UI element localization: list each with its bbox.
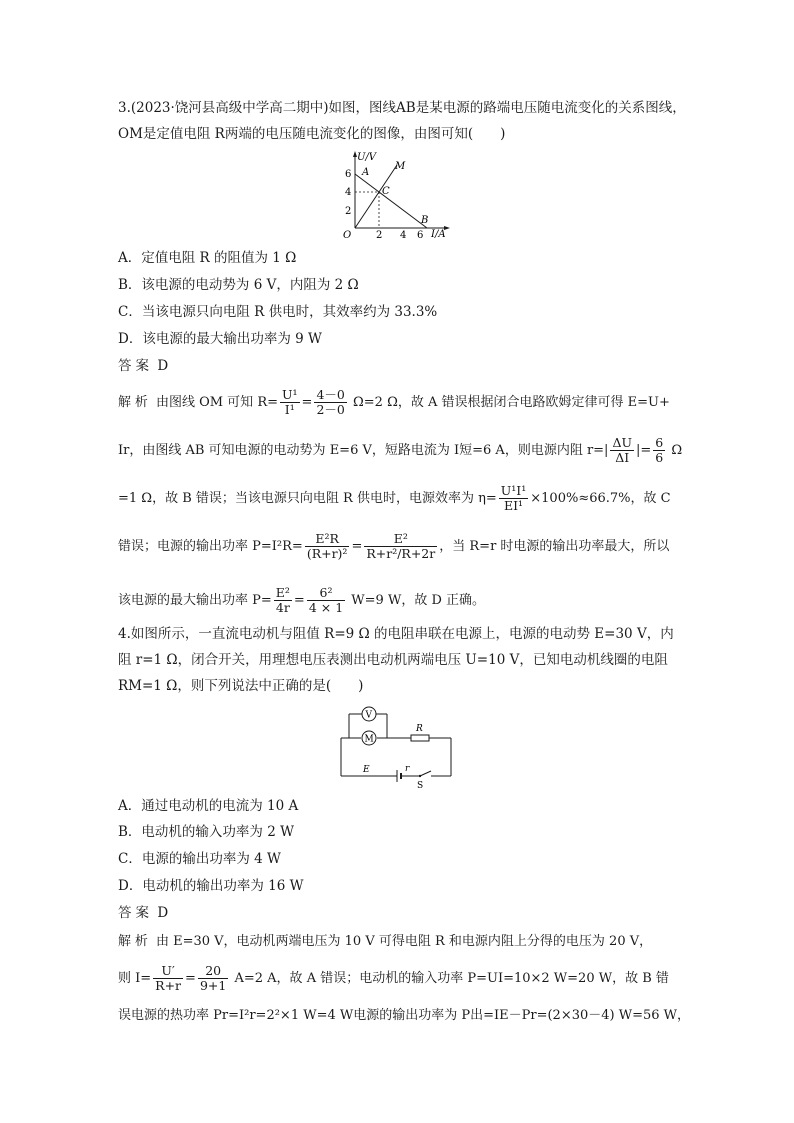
q4-analysis-line2: 则 I= $\frac{U'}{R+r}$ = $\frac{20}{9+1}$ A=2 A，故 A 错误；电动机的输入功率 P=UI=10×2 W=20 W，故 B 错 — [118, 963, 669, 993]
q3-graph-point-A: A — [362, 167, 370, 178]
q4-fraction-20-10: $\frac{20}{9+1}$ — [199, 963, 227, 993]
q3-graph-ylabel: U/V — [357, 152, 377, 163]
q3-graph-ytick-6: 6 — [345, 169, 352, 180]
q4-circuit-emf: E — [363, 765, 370, 775]
q4-analysis-line1: 解析 由 E=30 V，电动机两端电压为 10 V 可得电阻 R 和电源内阻上分得的电压为 20 V， — [118, 934, 653, 949]
q3-graph-xtick-4: 4 — [400, 230, 407, 240]
q3-graph-point-B: B — [421, 215, 429, 226]
q4-circuit-motor: M — [364, 734, 374, 745]
q4-answer-label: 答案 — [118, 905, 154, 921]
q4-circuit-voltmeter: V — [365, 710, 372, 721]
q3-graph-point-C: C — [382, 186, 390, 197]
q3-option-c: C．当该电源只向电阻 R 供电时，其效率约为 33.3% — [118, 304, 438, 320]
q4-circuit-resistor: R — [416, 724, 423, 734]
q3-graph-ytick-4: 4 — [345, 187, 352, 198]
q4-fraction-u-rr: $\frac{U'}{R+r}$ — [155, 963, 182, 993]
q3-fraction-e2-over: $\frac{\text{E²}}{\text{R+r²/R+2r}}$ — [366, 531, 436, 561]
q4-option-a: A．通过电动机的电流为 10 A — [118, 798, 299, 814]
q4-answer — [118, 903, 168, 923]
q3-analysis-line5: 该电源的最大输出功率 P= $\frac{\text{E²}}{4r}$ = $\frac{\text{6²}}{4 \times 1}$ W=9 W，故 D 正确。 — [118, 585, 486, 615]
q4-option-b: B．电动机的输入功率为 2 W — [118, 824, 294, 840]
q3-option-d: D．该电源的最大输出功率为 9 W — [118, 331, 322, 347]
q3-stem-line2: OM是定值电阻 R两端的电压随电流变化的图像，由图可知( ) — [118, 126, 506, 142]
q3-analysis-line3: =1 Ω，故 B 错误；当该电源只向电阻 R 供电时，电源效率为 η= $\frac{\text{U¹I¹}}{\text{EI¹}}$ ×100%≈66.7%，故 C — [118, 483, 671, 513]
q3-fraction-e2r: $\frac{\text{E²R}}{\text{(R+r)²}}$ — [306, 531, 348, 561]
q3-fraction-e2-4r: $\frac{\text{E²}}{4r}$ — [275, 585, 290, 615]
q3-analysis-line2: Ir，由图线 AB 可知电源的电动势为 E=6 V，短路电流为 I短=6 A，则电源内阻 r=| $\frac{\Delta U}{\Delta I}$ |= $\frac{6}{6}$ Ω — [118, 435, 683, 465]
q3-fraction-u1-i1: $\frac{\text{U¹}}{\text{I¹}}$ — [282, 387, 298, 417]
q4-stem-line1: 4.如图所示，一直流电动机与阻值 R=9 Ω 的电阻串联在电源上，电源的电动势 E=30 V，内 — [118, 626, 674, 642]
q3-answer — [118, 356, 168, 376]
q4-stem-line2: 阻 r=1 Ω，闭合开关，用理想电压表测出电动机两端电压 U=10 V，已知电动机线圈的电阻 — [118, 652, 668, 668]
q3-option-a: A．定值电阻 R 的阻值为 1 Ω — [118, 250, 297, 266]
q3-analysis-line4: 错误；电源的输出功率 P=I²R= $\frac{\text{E²R}}{\text{(R+r)²}}$ = $\frac{\text{E²}}{\text{R+r²/R+2r}}$ ，当 R=r 时电源的输出功率最大，所以 — [118, 531, 670, 561]
q3-fraction-36-4: $\frac{\text{6²}}{4 \times 1}$ — [308, 585, 344, 615]
q4-answer-value: D — [157, 905, 169, 921]
q3-fraction-6-6: $\frac{6}{6}$ — [655, 435, 664, 465]
q4-circuit-switch: S — [417, 781, 424, 790]
q3-option-b: B．该电源的电动势为 6 V，内阻为 2 Ω — [118, 277, 359, 293]
q3-answer-value: D — [157, 358, 169, 374]
q3-fraction-4-2: $\frac{4-0}{2-0}$ — [316, 387, 345, 417]
q4-circuit-internal-r: r — [405, 764, 410, 774]
q3-fraction-du-di: $\frac{\Delta U}{\Delta I}$ — [612, 435, 632, 465]
q4-option-d: D．电动机的输出功率为 16 W — [118, 878, 304, 894]
q3-ui-graph — [335, 148, 455, 240]
q3-analysis-line1: 解析 由图线 OM 可知 R= $\frac{\text{U¹}}{\text{I¹}}$ = $\frac{4-0}{2-0}$ Ω=2 Ω，故 A 错误根据闭合电路欧姆定律可得 E=U+ — [118, 387, 670, 417]
q3-analysis-text-1b: Ω=2 Ω，故 A 错误根据闭合电路欧姆定律可得 E=U+ — [353, 395, 670, 410]
q3-analysis-text-1a: 由图线 OM 可知 R= — [155, 395, 278, 410]
q3-fraction-efficiency: $\frac{\text{U¹I¹}}{\text{EI¹}}$ — [500, 483, 527, 513]
q3-graph-ytick-2: 2 — [345, 206, 352, 217]
q3-analysis-label: 解析 — [118, 395, 152, 410]
q4-analysis-label: 解析 — [118, 934, 152, 949]
q4-stem-line3: RM=1 Ω，则下列说法中正确的是( ) — [118, 678, 364, 694]
q3-graph-point-M: M — [395, 161, 406, 172]
q4-analysis-line3: 误电源的热功率 Pr=I²r=2²×1 W=4 W电源的输出功率为 P出=IE－Pr=(2×30－4) W=56 W， — [118, 1008, 691, 1023]
q3-graph-xlabel: I/A — [431, 229, 446, 240]
q3-answer-label: 答案 — [118, 358, 154, 374]
q3-graph-xtick-2: 2 — [376, 230, 383, 240]
q3-graph-xtick-6: 6 — [417, 230, 424, 240]
q3-stem-line1: 3.(2023·饶河县高级中学高二期中)如图，图线AB是某电源的路端电压随电流变化的关系图线， — [118, 100, 686, 116]
q4-option-c: C．电源的输出功率为 4 W — [118, 851, 281, 867]
q3-graph-origin: O — [343, 230, 352, 240]
q4-circuit-diagram — [335, 704, 457, 790]
